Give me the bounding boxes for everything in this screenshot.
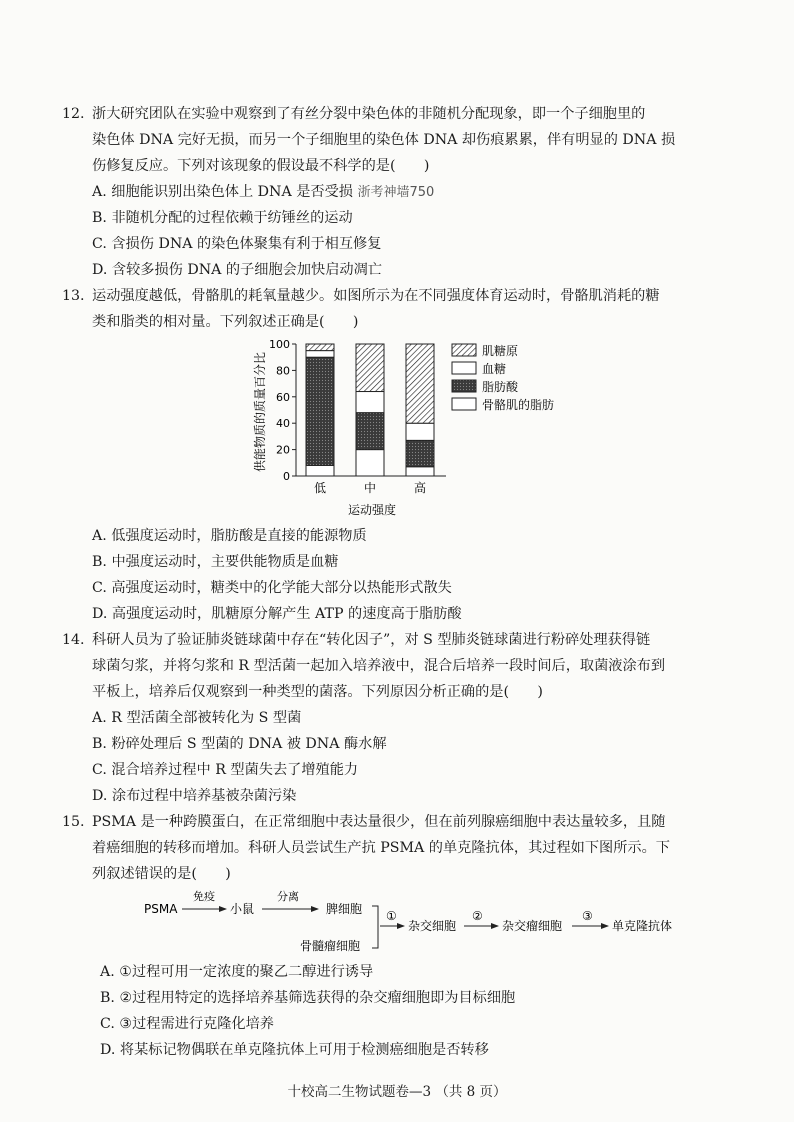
y-tick-label: 0	[283, 470, 290, 483]
flow-step-2: ②	[472, 909, 483, 923]
page-footer: 十校高二生物试题卷—3 （共 8 页）	[287, 1084, 507, 1100]
q14-option-c: C. 混合培养过程中 R 型菌失去了增殖能力	[92, 762, 359, 778]
q13-option-b: B. 中强度运动时，主要供能物质是血糖	[92, 554, 339, 570]
q13-option-c: C. 高强度运动时，糖类中的化学能大部分以热能形式散失	[92, 580, 452, 596]
flow-separate-label: 分离	[277, 890, 299, 903]
y-tick-label: 40	[276, 417, 290, 431]
q13-option-a: A. 低强度运动时，脂肪酸是直接的能源物质	[92, 528, 367, 544]
legend-label-muscle-fat: 骨骼肌的脂肪	[482, 398, 555, 412]
y-tick-label: 60	[276, 390, 290, 404]
q12-watermark: 浙考神墙750	[357, 185, 435, 200]
flow-mouse: 小鼠	[230, 902, 255, 916]
q13-stem-1: 运动强度越低，骨骼肌的耗氧量越少。如图所示为在不同强度体育运动时，骨骼肌消耗的糖	[92, 288, 660, 304]
legend-swatch-muscle-glycogen	[452, 344, 476, 356]
bar-segment-muscle-fat-1	[356, 450, 384, 476]
bar-segment-muscle-glycogen-0	[306, 344, 334, 351]
q15-stem-2: 着癌细胞的转移而增加。科研人员尝试生产抗 PSMA 的单克隆抗体，其过程如下图所示。下	[92, 840, 670, 856]
monoclonal-antibody-flow-diagram	[140, 886, 720, 958]
bar-segment-fatty-acid-0	[306, 357, 334, 465]
flow-psma: PSMA	[144, 902, 178, 916]
q14-stem-1: 科研人员为了验证肺炎链球菌中存在“转化因子”，对 S 型肺炎链球菌进行粉碎处理获得链	[92, 632, 651, 648]
x-axis-label: 运动强度	[347, 503, 397, 517]
q15-number: 15.	[62, 814, 85, 830]
flow-immunize-label: 免疫	[193, 890, 215, 903]
legend-swatch-blood-glucose	[452, 362, 476, 374]
flow-bracket	[372, 906, 378, 948]
bar-segment-blood-glucose-0	[306, 351, 334, 358]
flow-myeloma-cell: 骨髓瘤细胞	[300, 939, 361, 953]
y-axis-label: 供能物质的质量百分比	[253, 351, 267, 473]
bar-segment-muscle-glycogen-2	[406, 344, 434, 423]
q14-number: 14.	[62, 632, 85, 648]
flow-spleen-cell: 脾细胞	[326, 902, 363, 916]
q12-stem-3: 伤修复反应。下列对该现象的假设最不科学的是( )	[92, 158, 430, 174]
flow-monoclonal-antibody: 单克隆抗体	[612, 919, 673, 933]
legend-swatch-muscle-fat	[452, 398, 476, 410]
bar-segment-fatty-acid-1	[356, 413, 384, 450]
legend-label-blood-glucose: 血糖	[482, 362, 507, 376]
q12-option-d: D. 含较多损伤 DNA 的子细胞会加快启动凋亡	[92, 262, 382, 278]
q13-number: 13.	[62, 288, 85, 304]
bar-segment-fatty-acid-2	[406, 440, 434, 466]
bar-segment-blood-glucose-1	[356, 392, 384, 413]
q14-option-d: D. 涂布过程中培养基被杂菌污染	[92, 788, 297, 804]
q14-stem-2: 球菌匀浆，并将匀浆和 R 型活菌一起加入培养液中，混合后培养一段时间后，取菌液涂布到	[92, 658, 666, 674]
legend-label-muscle-glycogen: 肌糖原	[482, 344, 519, 358]
q12-option-b: B. 非随机分配的过程依赖于纺锤丝的运动	[92, 210, 353, 226]
q15-stem-1: PSMA 是一种跨膜蛋白，在正常细胞中表达量很少，但在前列腺癌细胞中表达量较多，且随	[92, 814, 666, 830]
bar-segment-blood-glucose-2	[406, 423, 434, 440]
q12-option-a	[92, 182, 434, 203]
y-tick-label: 20	[276, 443, 290, 457]
legend-swatch-fatty-acid	[452, 380, 476, 392]
x-tick-label: 低	[313, 481, 327, 495]
q12-stem-2: 染色体 DNA 完好无损，而另一个子细胞里的染色体 DNA 却伤痕累累，伴有明显的 DNA 损	[92, 132, 676, 148]
x-tick-label: 中	[363, 481, 377, 495]
flow-step-1: ①	[386, 909, 397, 923]
q14-option-b: B. 粉碎处理后 S 型菌的 DNA 被 DNA 酶水解	[92, 736, 387, 752]
y-tick-label: 80	[276, 364, 290, 378]
legend-label-fatty-acid: 脂肪酸	[482, 380, 519, 394]
bar-segment-muscle-fat-0	[306, 465, 334, 476]
q12-number: 12.	[62, 106, 85, 122]
energy-substrate-stacked-bar-chart	[240, 334, 580, 522]
bar-segment-muscle-glycogen-1	[356, 344, 384, 392]
q13-stem-2: 类和脂类的相对量。下列叙述正确是( )	[92, 314, 359, 330]
q14-option-a: A. R 型活菌全部被转化为 S 型菌	[92, 710, 302, 726]
q14-stem-3: 平板上，培养后仅观察到一种类型的菌落。下列原因分析正确的是( )	[92, 684, 543, 700]
y-tick-label: 100	[269, 338, 290, 351]
q15-option-a: A. ①过程可用一定浓度的聚乙二醇进行诱导	[100, 964, 374, 980]
q12-stem-1: 浙大研究团队在实验中观察到了有丝分裂中染色体的非随机分配现象，即一个子细胞里的	[92, 106, 646, 122]
q12-option-c: C. 含损伤 DNA 的染色体聚集有利于相互修复	[92, 236, 382, 252]
x-tick-label: 高	[413, 481, 427, 495]
flow-step-3: ③	[582, 909, 593, 923]
flow-hybridoma-cell: 杂交瘤细胞	[502, 919, 563, 933]
q15-option-d: D. 将某标记物偶联在单克隆抗体上可用于检测癌细胞是否转移	[100, 1042, 489, 1058]
q13-option-d: D. 高强度运动时，肌糖原分解产生 ATP 的速度高于脂肪酸	[92, 606, 462, 622]
q15-option-b: B. ②过程用特定的选择培养基筛选获得的杂交瘤细胞即为目标细胞	[100, 990, 516, 1006]
q15-option-c: C. ③过程需进行克隆化培养	[100, 1016, 274, 1032]
q15-stem-3: 列叙述错误的是( )	[92, 866, 231, 882]
q12-option-a-text: A. 细胞能识别出染色体上 DNA 是否受损	[92, 184, 353, 200]
bar-segment-muscle-fat-2	[406, 467, 434, 476]
flow-hybrid-cell: 杂交细胞	[408, 919, 457, 933]
